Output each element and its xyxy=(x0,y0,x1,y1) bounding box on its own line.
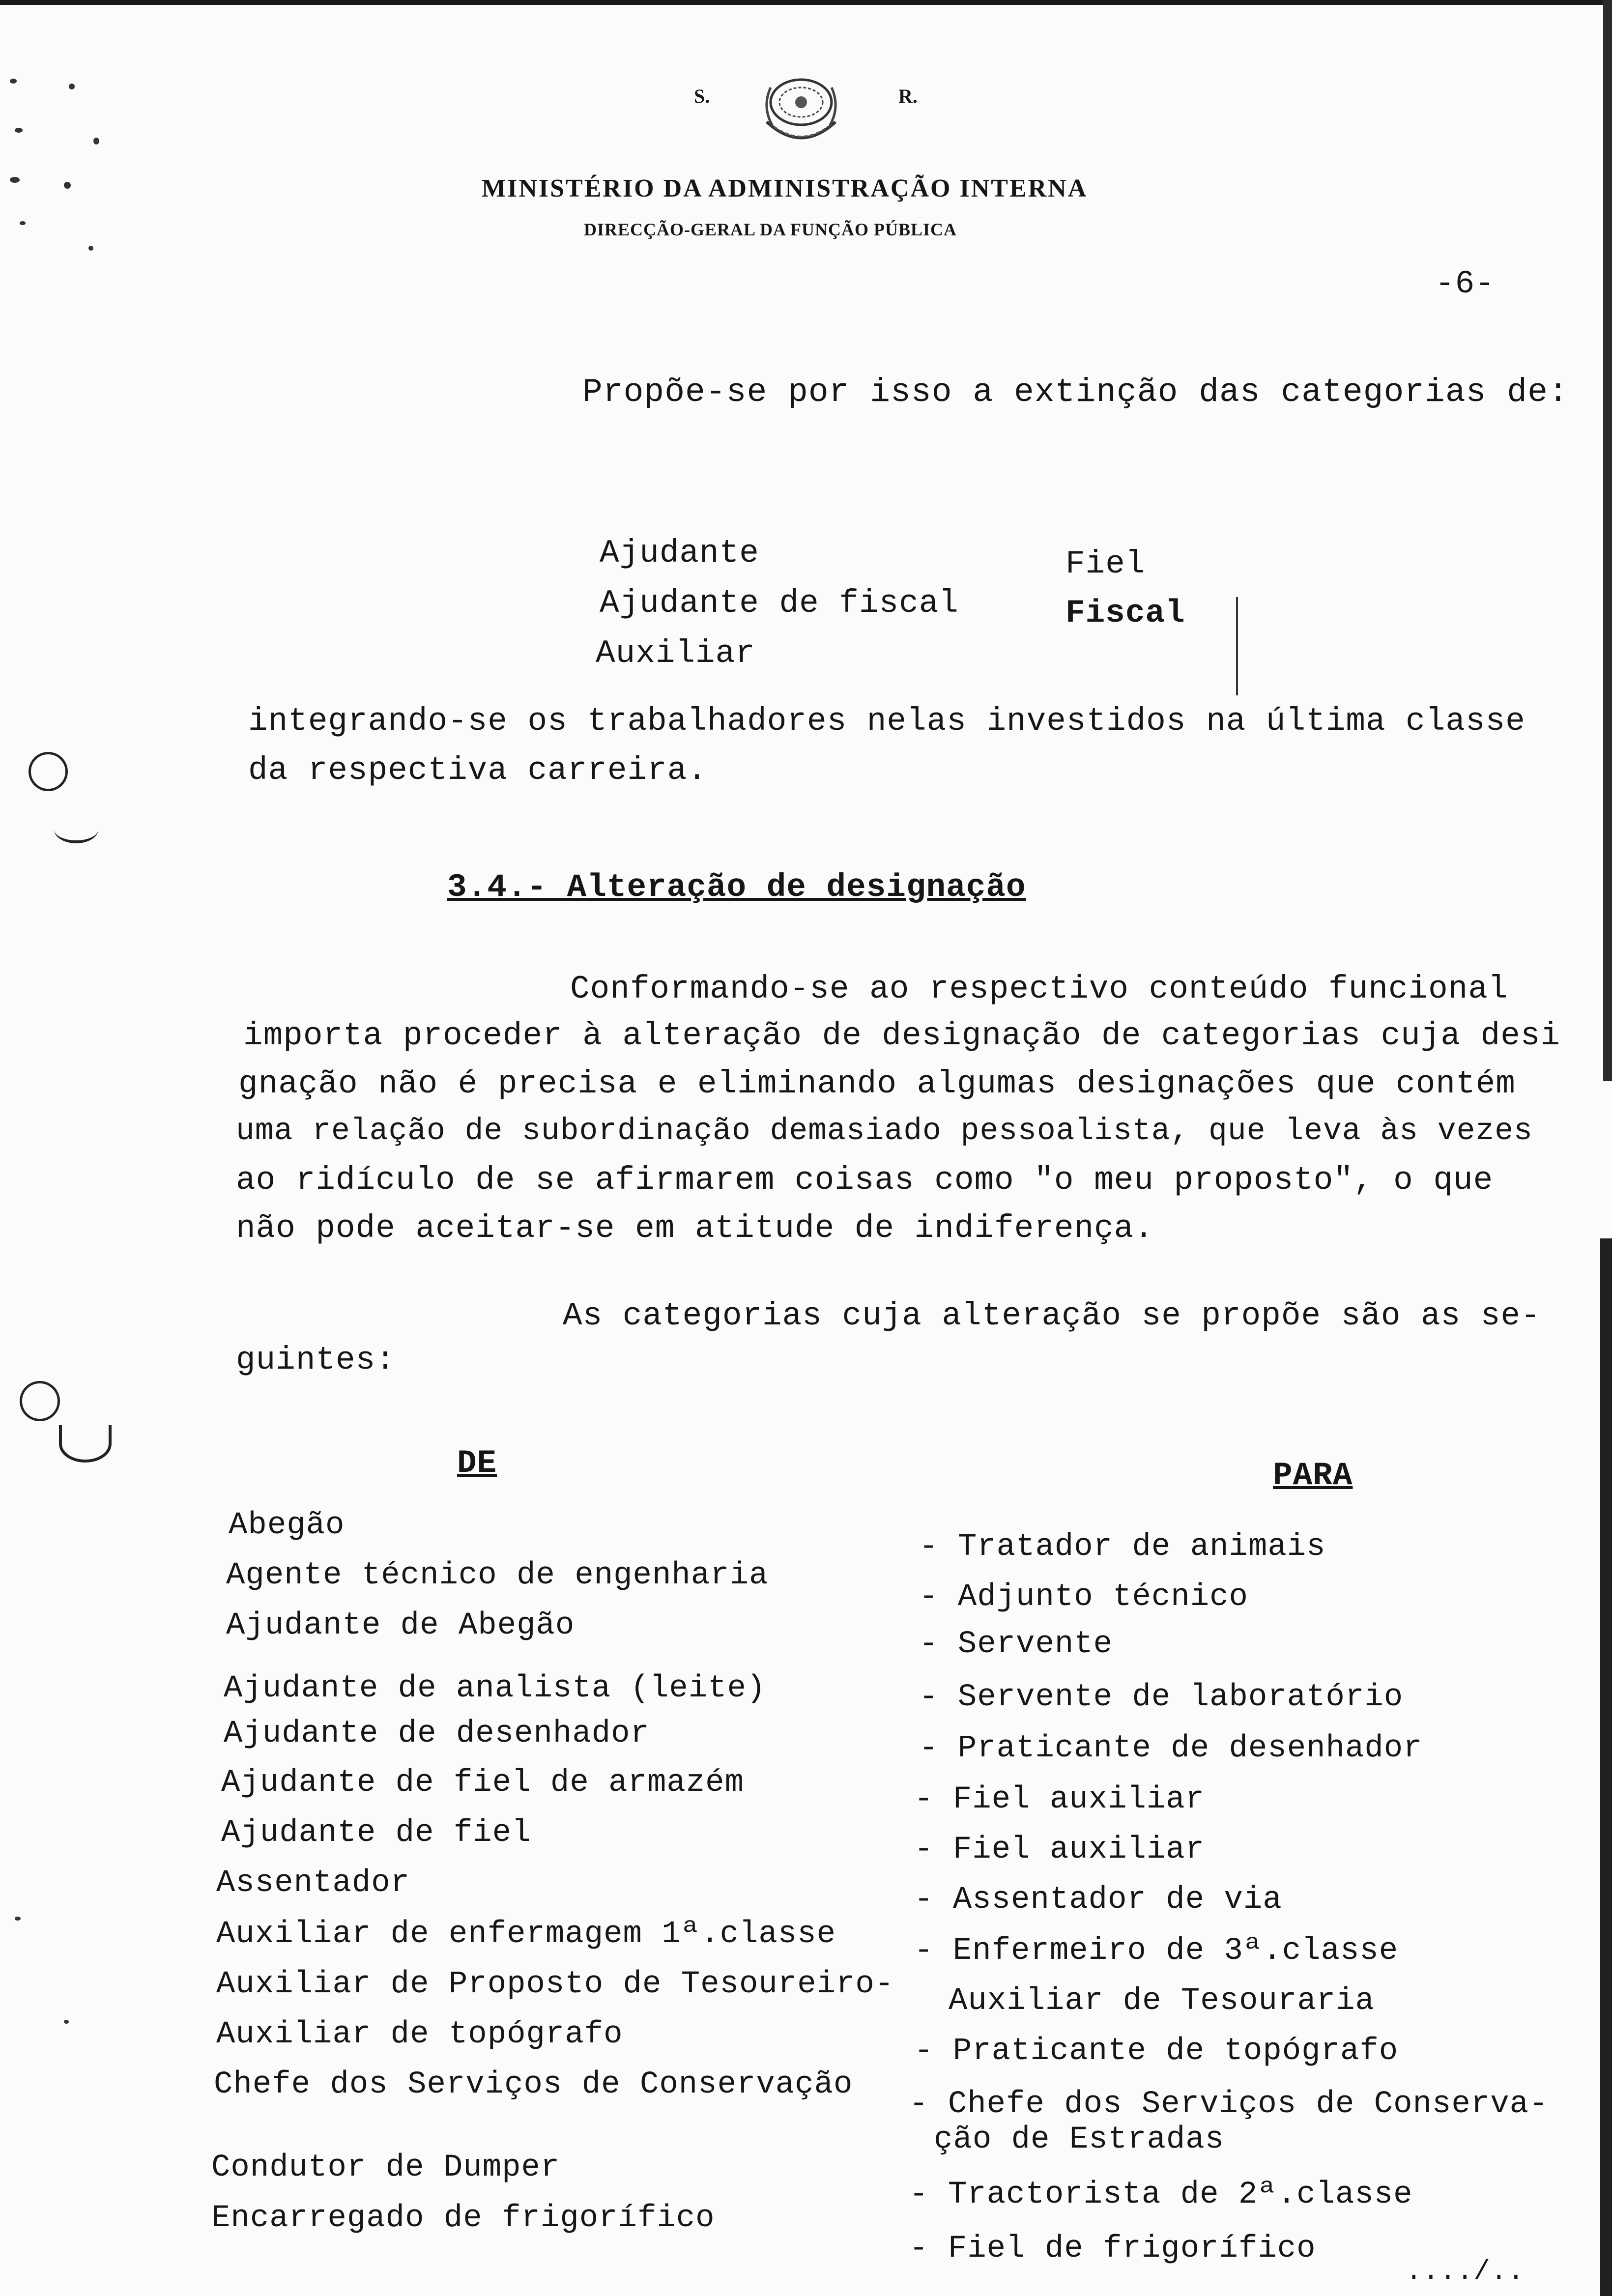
from-designation: Auxiliar de enfermagem 1ª.classe xyxy=(216,1917,836,1952)
to-designation: - Praticante de desenhador xyxy=(919,1731,1423,1766)
punch-hole-upper xyxy=(29,752,68,791)
speck xyxy=(64,2020,69,2024)
extinct-category: Auxiliar xyxy=(596,635,755,672)
from-designation: Agente técnico de engenharia xyxy=(226,1558,769,1593)
to-designation-continued: ção de Estradas xyxy=(934,2122,1225,2157)
to-designation: - Chefe dos Serviços de Conserva- xyxy=(909,2087,1549,2122)
from-designation: Ajudante de fiel de armazém xyxy=(221,1765,744,1801)
speck xyxy=(69,84,75,89)
letterhead-right-mark: R. xyxy=(898,85,918,107)
from-designation: Ajudante de Abegão xyxy=(226,1608,575,1643)
speck xyxy=(15,128,23,133)
from-designation: Chefe dos Serviços de Conservação xyxy=(214,2067,853,2102)
column-header-to: PARA xyxy=(1273,1457,1353,1494)
section-heading: 3.4.- Alteração de designação xyxy=(447,869,1026,906)
extinct-category: Ajudante xyxy=(600,535,759,572)
scan-right-edge-lower xyxy=(1600,1238,1612,2296)
to-designation: Auxiliar de Tesouraria xyxy=(949,1983,1375,2019)
to-designation: - Servente xyxy=(919,1627,1113,1662)
from-designation: Assentador xyxy=(216,1866,410,1901)
extinct-category: Fiel xyxy=(1065,545,1146,582)
punch-hole-lower xyxy=(20,1381,60,1421)
paragraph-line: ao ridículo de se afirmarem coisas como "o meu proposto", o que xyxy=(236,1162,1494,1199)
to-designation: - Fiel auxiliar xyxy=(914,1782,1205,1817)
speck xyxy=(64,182,71,189)
paragraph-line: gnação não é precisa e eliminando algumas designações que contém xyxy=(238,1065,1516,1102)
punch-hole-lower-crescent xyxy=(59,1425,112,1463)
paragraph-line: importa proceder à alteração de designação de categorias cuja desi xyxy=(243,1017,1561,1054)
punch-hole-upper-crescent xyxy=(54,816,98,843)
column-header-from: DE xyxy=(457,1445,497,1482)
from-designation: Ajudante de analista (leite) xyxy=(224,1671,766,1706)
from-designation: Auxiliar de topógrafo xyxy=(216,2017,623,2052)
from-designation: Ajudante de desenhador xyxy=(224,1716,650,1751)
ministry-name: MINISTÉRIO DA ADMINISTRAÇÃO INTERNA xyxy=(482,174,1088,202)
speck xyxy=(10,177,20,183)
intro-sentence: Propõe-se por isso a extinção das categorias de: xyxy=(582,373,1569,411)
scan-top-edge xyxy=(0,0,1612,5)
from-designation: Condutor de Dumper xyxy=(211,2150,560,2185)
directorate-name: DIRECÇÃO-GERAL DA FUNÇÃO PÚBLICA xyxy=(584,220,957,239)
to-designation: - Fiel de frigorífico xyxy=(909,2231,1316,2267)
margin-rule xyxy=(1236,597,1238,695)
scan-right-edge xyxy=(1603,0,1612,1081)
continuation-mark: ..../.. xyxy=(1406,2256,1525,2287)
speck xyxy=(10,79,17,84)
letterhead-left-mark: S. xyxy=(694,85,710,107)
from-designation: Ajudante de fiel xyxy=(221,1815,531,1851)
to-designation: - Assentador de via xyxy=(914,1882,1282,1918)
page-number: -6- xyxy=(1435,265,1495,302)
speck xyxy=(88,246,93,251)
integration-line: da respectiva carreira. xyxy=(248,752,707,789)
to-designation: - Fiel auxiliar xyxy=(914,1832,1205,1867)
speck xyxy=(20,221,26,225)
speck xyxy=(15,1917,21,1921)
to-designation: - Enfermeiro de 3ª.classe xyxy=(914,1933,1399,1969)
extinct-category: Ajudante de fiscal xyxy=(600,585,959,622)
paragraph-line: As categorias cuja alteração se propõe são as se- xyxy=(563,1297,1541,1334)
coat-of-arms-emblem xyxy=(747,68,855,151)
paragraph-line: uma relação de subordinação demasiado pessoalista, que leva às vezes xyxy=(236,1114,1533,1148)
to-designation: - Praticante de topógrafo xyxy=(914,2034,1399,2069)
from-designation: Auxiliar de Proposto de Tesoureiro- xyxy=(216,1967,894,2002)
from-designation: Encarregado de frigorífico xyxy=(211,2201,715,2236)
to-designation: - Tratador de animais xyxy=(919,1529,1326,1565)
to-designation: - Servente de laboratório xyxy=(919,1680,1404,1715)
from-designation: Abegão xyxy=(229,1508,345,1543)
paragraph-line: guintes: xyxy=(236,1342,396,1378)
speck xyxy=(93,138,99,144)
to-designation: - Adjunto técnico xyxy=(919,1579,1248,1615)
to-designation: - Tractorista de 2ª.classe xyxy=(909,2177,1413,2212)
paragraph-line: não pode aceitar-se em atitude de indiferença. xyxy=(236,1210,1154,1247)
paragraph-line: Conformando-se ao respectivo conteúdo funcional xyxy=(570,971,1508,1007)
integration-line: integrando-se os trabalhadores nelas investidos na última classe xyxy=(248,703,1526,740)
extinct-category: Fiscal xyxy=(1065,595,1185,631)
